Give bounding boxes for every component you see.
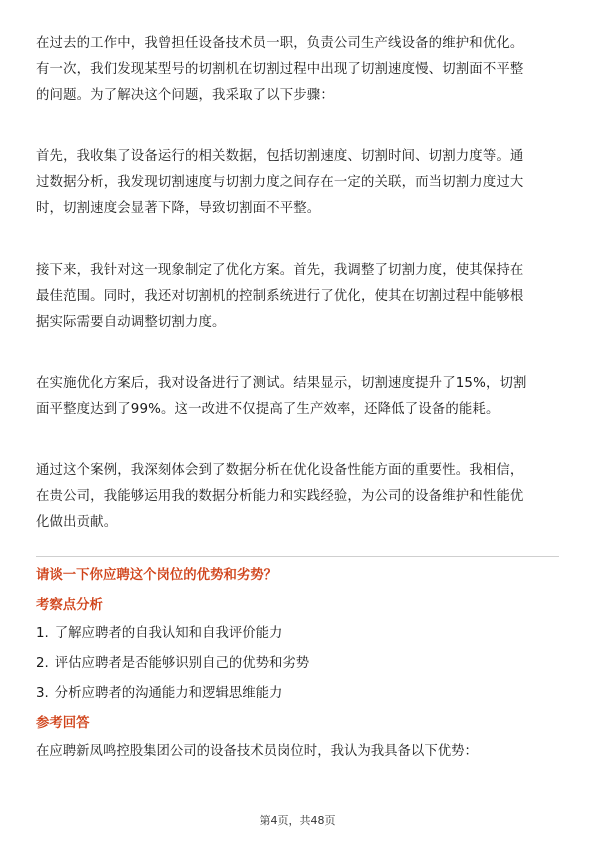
list-item xyxy=(36,679,309,709)
text-line: 通过这个案例，我深刻体会到了数据分析在优化设备性能方面的重要性。我相信， xyxy=(36,463,524,478)
text-line: 在实施优化方案后，我对设备进行了测试。结果显示，切割速度提升了15%，切割 xyxy=(36,376,527,391)
interview-question: 请谈一下你应聘这个岗位的优势和劣势？ xyxy=(36,568,278,583)
text-line: 的问题。为了解决这个问题，我采取了以下步骤： xyxy=(36,88,334,103)
text-line: 首先，我收集了设备运行的相关数据，包括切割速度、切割时间、切割力度等。通 xyxy=(36,149,524,164)
analysis-heading: 考察点分析 xyxy=(36,598,103,613)
list-item-text: 了解应聘者的自我认知和自我评价能力 xyxy=(54,626,283,641)
text-line: 最佳范围。同时，我还对切割机的控制系统进行了优化，使其在切割过程中能够根 xyxy=(36,289,524,304)
paragraph-data-collection xyxy=(36,144,561,222)
text-line: 在贵公司，我能够运用我的数据分析能力和实践经验，为公司的设备维护和性能优 xyxy=(36,489,524,504)
paragraph-optimization-plan xyxy=(36,258,561,336)
text-line: 化做出贡献。 xyxy=(36,515,118,530)
page-number-footer: 第4页，共48页 xyxy=(259,814,336,827)
list-item xyxy=(36,649,309,679)
reference-answer-intro: 在应聘新凤鸣控股集团公司的设备技术员岗位时，我认为我具备以下优势： xyxy=(36,744,478,759)
text-line: 有一次，我们发现某型号的切割机在切割过程中出现了切割速度慢、切割面不平整 xyxy=(36,62,524,77)
list-number: 2. xyxy=(36,656,49,671)
text-line: 接下来，我针对这一现象制定了优化方案。首先，我调整了切割力度，使其保持在 xyxy=(36,263,524,278)
text-line: 面平整度达到了99%。这一改进不仅提高了生产效率，还降低了设备的能耗。 xyxy=(36,402,500,417)
paragraph-intro xyxy=(36,31,561,109)
paragraph-conclusion xyxy=(36,458,561,536)
text-line: 在过去的工作中，我曾担任设备技术员一职，负责公司生产线设备的维护和优化。 xyxy=(36,36,524,51)
list-number: 3. xyxy=(36,686,49,701)
text-line: 据实际需要自动调整切割力度。 xyxy=(36,315,226,330)
text-line: 时，切割速度会显著下降，导致切割面不平整。 xyxy=(36,201,321,216)
list-item-text: 分析应聘者的沟通能力和逻辑思维能力 xyxy=(54,686,283,701)
list-item-text: 评估应聘者是否能够识别自己的优势和劣势 xyxy=(54,656,310,671)
list-item xyxy=(36,619,309,649)
analysis-list xyxy=(36,619,309,709)
reference-answer-heading: 参考回答 xyxy=(36,716,90,731)
text-line: 过数据分析，我发现切割速度与切割力度之间存在一定的关联，而当切割力度过大 xyxy=(36,175,524,190)
list-number: 1. xyxy=(36,626,49,641)
paragraph-test-results xyxy=(36,371,561,423)
section-divider xyxy=(36,556,559,557)
